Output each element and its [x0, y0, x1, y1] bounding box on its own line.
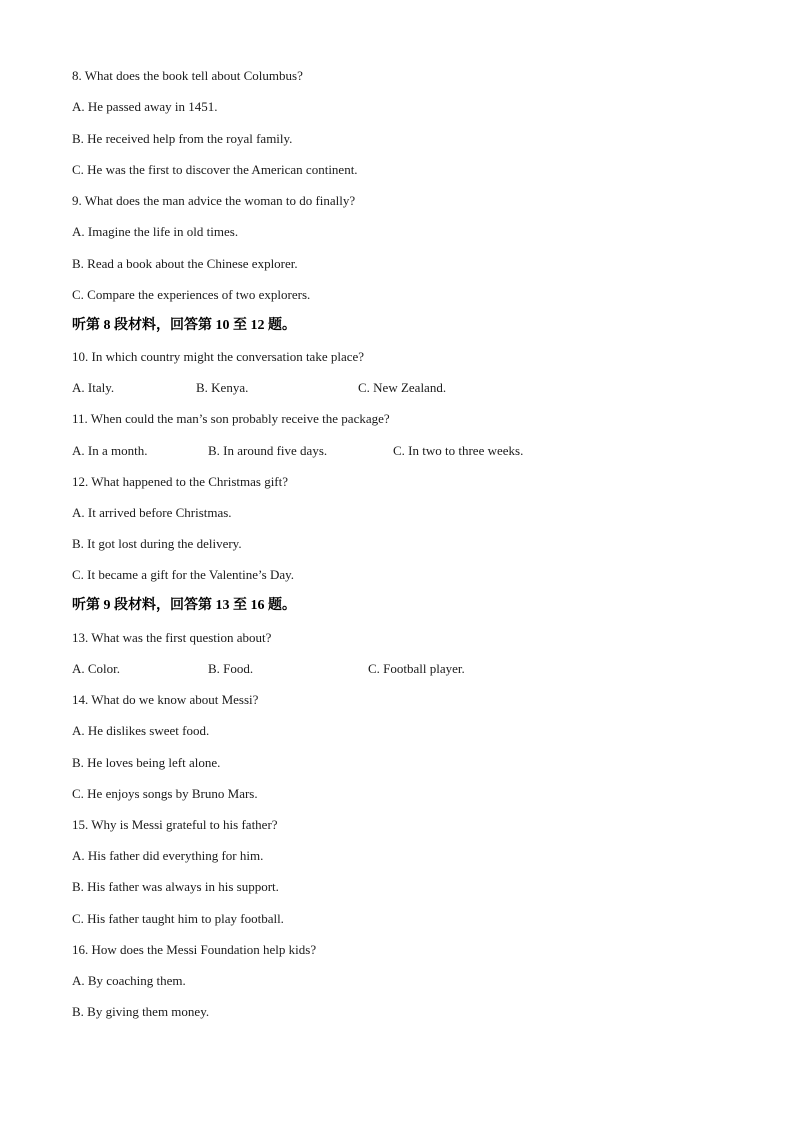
section-heading-9: 听第 9 段材料，回答第 13 至 16 题。 [72, 598, 296, 613]
question-11-option-a: A. In a month. [72, 443, 148, 458]
question-12: 12. What happened to the Christmas gift? [72, 474, 289, 489]
question-9: 9. What does the man advice the woman to do finally? [72, 193, 356, 208]
question-15: 15. Why is Messi grateful to his father? [72, 817, 278, 832]
question-8: 8. What does the book tell about Columbus? [72, 68, 303, 83]
question-10: 10. In which country might the conversation take place? [72, 349, 365, 364]
question-11-option-b: B. In around five days. [208, 443, 328, 458]
question-16-option-b: B. By giving them money. [72, 1004, 210, 1019]
question-9-option-c: C. Compare the experiences of two explorers. [72, 287, 311, 302]
question-16: 16. How does the Messi Foundation help kids? [72, 942, 317, 957]
question-15-option-b: B. His father was always in his support. [72, 879, 279, 894]
question-10-option-a: A. Italy. [72, 380, 115, 395]
question-13: 13. What was the first question about? [72, 630, 272, 645]
question-9-option-a: A. Imagine the life in old times. [72, 224, 239, 239]
question-14-option-c: C. He enjoys songs by Bruno Mars. [72, 786, 258, 801]
question-15-option-c: C. His father taught him to play football. [72, 911, 284, 926]
question-12-option-c: C. It became a gift for the Valentine’s Day. [72, 567, 295, 582]
question-15-option-a: A. His father did everything for him. [72, 848, 264, 863]
question-13-option-a: A. Color. [72, 661, 121, 676]
question-14-option-a: A. He dislikes sweet food. [72, 723, 210, 738]
question-8-option-a: A. He passed away in 1451. [72, 99, 218, 114]
question-12-option-b: B. It got lost during the delivery. [72, 536, 242, 551]
question-13-option-c: C. Football player. [368, 661, 465, 676]
question-11: 11. When could the man’s son probably receive the package? [72, 411, 390, 426]
question-11-option-c: C. In two to three weeks. [393, 443, 524, 458]
section-heading-8: 听第 8 段材料，回答第 10 至 12 题。 [72, 318, 296, 333]
question-8-option-c: C. He was the first to discover the American continent. [72, 162, 358, 177]
question-9-option-b: B. Read a book about the Chinese explorer. [72, 256, 298, 271]
question-14: 14. What do we know about Messi? [72, 692, 259, 707]
question-10-option-b: B. Kenya. [196, 380, 249, 395]
question-8-option-b: B. He received help from the royal family. [72, 131, 293, 146]
question-14-option-b: B. He loves being left alone. [72, 755, 221, 770]
question-16-option-a: A. By coaching them. [72, 973, 186, 988]
question-10-option-c: C. New Zealand. [358, 380, 447, 395]
question-12-option-a: A. It arrived before Christmas. [72, 505, 232, 520]
question-13-option-b: B. Food. [208, 661, 254, 676]
